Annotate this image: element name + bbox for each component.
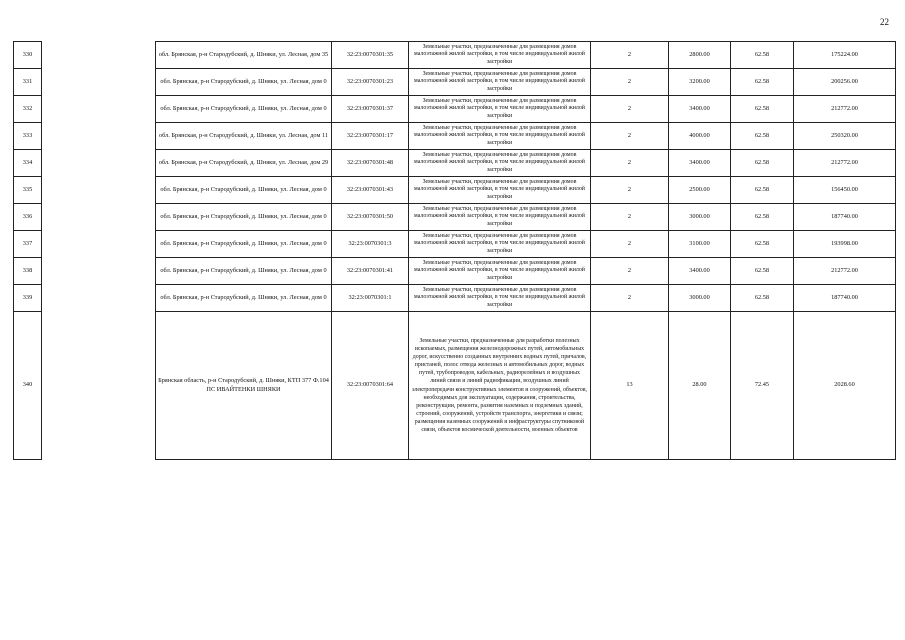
rate-cell: 62.58 xyxy=(731,150,794,177)
group-cell: 13 xyxy=(591,312,669,460)
address-cell: обл. Брянская, р-н Стародубский, д. Шняки, ул. Лесная, дом 35 xyxy=(156,42,332,69)
group-cell: 2 xyxy=(591,123,669,150)
cadastral-number-cell: 32:23:0070301:48 xyxy=(332,150,409,177)
empty-cell xyxy=(42,231,156,258)
address-cell: обл. Брянская, р-н Стародубский, д. Шняки, ул. Лесная, дом 0 xyxy=(156,204,332,231)
empty-cell xyxy=(42,42,156,69)
empty-cell xyxy=(42,96,156,123)
table-row xyxy=(14,231,896,258)
cadastral-number-cell: 32:23:0070301:50 xyxy=(332,204,409,231)
area-cell: 28.00 xyxy=(669,312,731,460)
address-cell: обл. Брянская, р-н Стародубский, д. Шняки, ул. Лесная, дом 0 xyxy=(156,285,332,312)
rate-cell: 62.58 xyxy=(731,42,794,69)
area-cell: 3400.00 xyxy=(669,150,731,177)
land-purpose-cell: Земельные участки, предназначенные для размещения домов малоэтажной жилой застройки, в том числе индивидуальной жилой застройки xyxy=(409,258,591,285)
row-number: 337 xyxy=(14,231,42,258)
land-purpose-cell: Земельные участки, предназначенные для размещения домов малоэтажной жилой застройки, в том числе индивидуальной жилой застройки xyxy=(409,231,591,258)
land-purpose-cell: Земельные участки, предназначенные для размещения домов малоэтажной жилой застройки, в том числе индивидуальной жилой застройки xyxy=(409,69,591,96)
cadastral-number-cell: 32:23:0070301:43 xyxy=(332,177,409,204)
group-cell: 2 xyxy=(591,96,669,123)
cadastral-value-cell: 212772.00 xyxy=(794,96,896,123)
group-cell: 2 xyxy=(591,231,669,258)
area-cell: 3400.00 xyxy=(669,96,731,123)
area-cell: 2800.00 xyxy=(669,42,731,69)
empty-cell xyxy=(42,123,156,150)
empty-cell xyxy=(42,177,156,204)
cadastral-number-cell: 32:23:0070301:17 xyxy=(332,123,409,150)
rate-cell: 62.58 xyxy=(731,231,794,258)
land-purpose-cell: Земельные участки, предназначенные для размещения домов малоэтажной жилой застройки, в том числе индивидуальной жилой застройки xyxy=(409,150,591,177)
address-cell: обл. Брянская, р-н Стародубский, д. Шняки, ул. Лесная, дом 0 xyxy=(156,96,332,123)
address-cell: обл. Брянская, р-н Стародубский, д. Шняки, ул. Лесная, дом 0 xyxy=(156,231,332,258)
land-registry-table xyxy=(13,41,896,460)
area-cell: 3000.00 xyxy=(669,204,731,231)
row-number: 340 xyxy=(14,312,42,460)
table-row xyxy=(14,123,896,150)
land-purpose-cell: Земельные участки, предназначенные для размещения домов малоэтажной жилой застройки, в том числе индивидуальной жилой застройки xyxy=(409,285,591,312)
cadastral-number-cell: 32:23:0070301:1 xyxy=(332,285,409,312)
cadastral-value-cell: 156450.00 xyxy=(794,177,896,204)
rate-cell: 72.45 xyxy=(731,312,794,460)
group-cell: 2 xyxy=(591,285,669,312)
cadastral-value-cell: 2028.60 xyxy=(794,312,896,460)
rate-cell: 62.58 xyxy=(731,96,794,123)
table-row xyxy=(14,177,896,204)
land-purpose-cell: Земельные участки, предназначенные для размещения домов малоэтажной жилой застройки, в том числе индивидуальной жилой застройки xyxy=(409,42,591,69)
rate-cell: 62.58 xyxy=(731,258,794,285)
address-cell: обл. Брянская, р-н Стародубский, д. Шняки, ул. Лесная, дом 0 xyxy=(156,258,332,285)
address-cell: обл. Брянская, р-н Стародубский, д. Шняки, ул. Лесная, дом 11 xyxy=(156,123,332,150)
row-number: 334 xyxy=(14,150,42,177)
cadastral-value-cell: 187740.00 xyxy=(794,285,896,312)
empty-cell xyxy=(42,285,156,312)
cadastral-value-cell: 175224.00 xyxy=(794,42,896,69)
group-cell: 2 xyxy=(591,177,669,204)
row-number: 333 xyxy=(14,123,42,150)
empty-cell xyxy=(42,312,156,460)
cadastral-value-cell: 212772.00 xyxy=(794,150,896,177)
area-cell: 3400.00 xyxy=(669,258,731,285)
empty-cell xyxy=(42,258,156,285)
area-cell: 3000.00 xyxy=(669,285,731,312)
cadastral-value-cell: 187740.00 xyxy=(794,204,896,231)
rate-cell: 62.58 xyxy=(731,204,794,231)
empty-cell xyxy=(42,204,156,231)
land-purpose-cell: Земельные участки, предназначенные для разработки полезных ископаемых, размещения железнодорожных путей, автомобильных дорог, искусственно созданных внутренних водных путей, причалов, пристаней, полос отвода железных и автомобильных дорог, водных путей, трубопроводов, кабельных, радиорелейных и воздушных линий связи и линий радиофикации, воздушных линий электропередачи конструктивных элементов и сооружений, объектов, необходимых для эксплуатации, содержания, строительства, реконструкции, ремонта, развития наземных и подземных зданий, строений, сооружений, устройств транспорта, энергетики и связи; размещения наземных сооружений и инфраструктуры спутниковой связи, объектов космической деятельности, военных объектов xyxy=(409,312,591,460)
area-cell: 3100.00 xyxy=(669,231,731,258)
address-cell: Брянская область, р-н Стародубский, д. Шняки, КТП 377 Ф.104 ПС ИВАЙТЕНКИ ШНЯКИ xyxy=(156,312,332,460)
page-number: 22 xyxy=(880,17,889,27)
group-cell: 2 xyxy=(591,150,669,177)
table-row xyxy=(14,258,896,285)
group-cell: 2 xyxy=(591,42,669,69)
table-row xyxy=(14,150,896,177)
cadastral-number-cell: 32:23:0070301:41 xyxy=(332,258,409,285)
rate-cell: 62.58 xyxy=(731,69,794,96)
rate-cell: 62.58 xyxy=(731,285,794,312)
cadastral-value-cell: 250320.00 xyxy=(794,123,896,150)
table-row xyxy=(14,96,896,123)
land-purpose-cell: Земельные участки, предназначенные для размещения домов малоэтажной жилой застройки, в том числе индивидуальной жилой застройки xyxy=(409,123,591,150)
cadastral-number-cell: 32:23:0070301:37 xyxy=(332,96,409,123)
address-cell: обл. Брянская, р-н Стародубский, д. Шняки, ул. Лесная, дом 0 xyxy=(156,177,332,204)
land-purpose-cell: Земельные участки, предназначенные для размещения домов малоэтажной жилой застройки, в том числе индивидуальной жилой застройки xyxy=(409,177,591,204)
row-number: 336 xyxy=(14,204,42,231)
area-cell: 2500.00 xyxy=(669,177,731,204)
table-row xyxy=(14,42,896,69)
land-purpose-cell: Земельные участки, предназначенные для размещения домов малоэтажной жилой застройки, в том числе индивидуальной жилой застройки xyxy=(409,96,591,123)
group-cell: 2 xyxy=(591,258,669,285)
cadastral-value-cell: 212772.00 xyxy=(794,258,896,285)
table-row xyxy=(14,69,896,96)
row-number: 338 xyxy=(14,258,42,285)
table-row xyxy=(14,285,896,312)
group-cell: 2 xyxy=(591,204,669,231)
cadastral-value-cell: 200256.00 xyxy=(794,69,896,96)
cadastral-number-cell: 32:23:0070301:35 xyxy=(332,42,409,69)
cadastral-number-cell: 32:23:0070301:23 xyxy=(332,69,409,96)
row-number: 339 xyxy=(14,285,42,312)
table-row xyxy=(14,312,896,460)
group-cell: 2 xyxy=(591,69,669,96)
area-cell: 4000.00 xyxy=(669,123,731,150)
row-number: 332 xyxy=(14,96,42,123)
cadastral-number-cell: 32:23:0070301:64 xyxy=(332,312,409,460)
table-row xyxy=(14,204,896,231)
row-number: 335 xyxy=(14,177,42,204)
rate-cell: 62.58 xyxy=(731,123,794,150)
empty-cell xyxy=(42,150,156,177)
land-purpose-cell: Земельные участки, предназначенные для размещения домов малоэтажной жилой застройки, в том числе индивидуальной жилой застройки xyxy=(409,204,591,231)
address-cell: обл. Брянская, р-н Стародубский, д. Шняки, ул. Лесная, дом 29 xyxy=(156,150,332,177)
row-number: 331 xyxy=(14,69,42,96)
rate-cell: 62.58 xyxy=(731,177,794,204)
address-cell: обл. Брянская, р-н Стародубский, д. Шняки, ул. Лесная, дом 0 xyxy=(156,69,332,96)
empty-cell xyxy=(42,69,156,96)
row-number: 330 xyxy=(14,42,42,69)
area-cell: 3200.00 xyxy=(669,69,731,96)
cadastral-number-cell: 32:23:0070301:3 xyxy=(332,231,409,258)
cadastral-value-cell: 193998.00 xyxy=(794,231,896,258)
